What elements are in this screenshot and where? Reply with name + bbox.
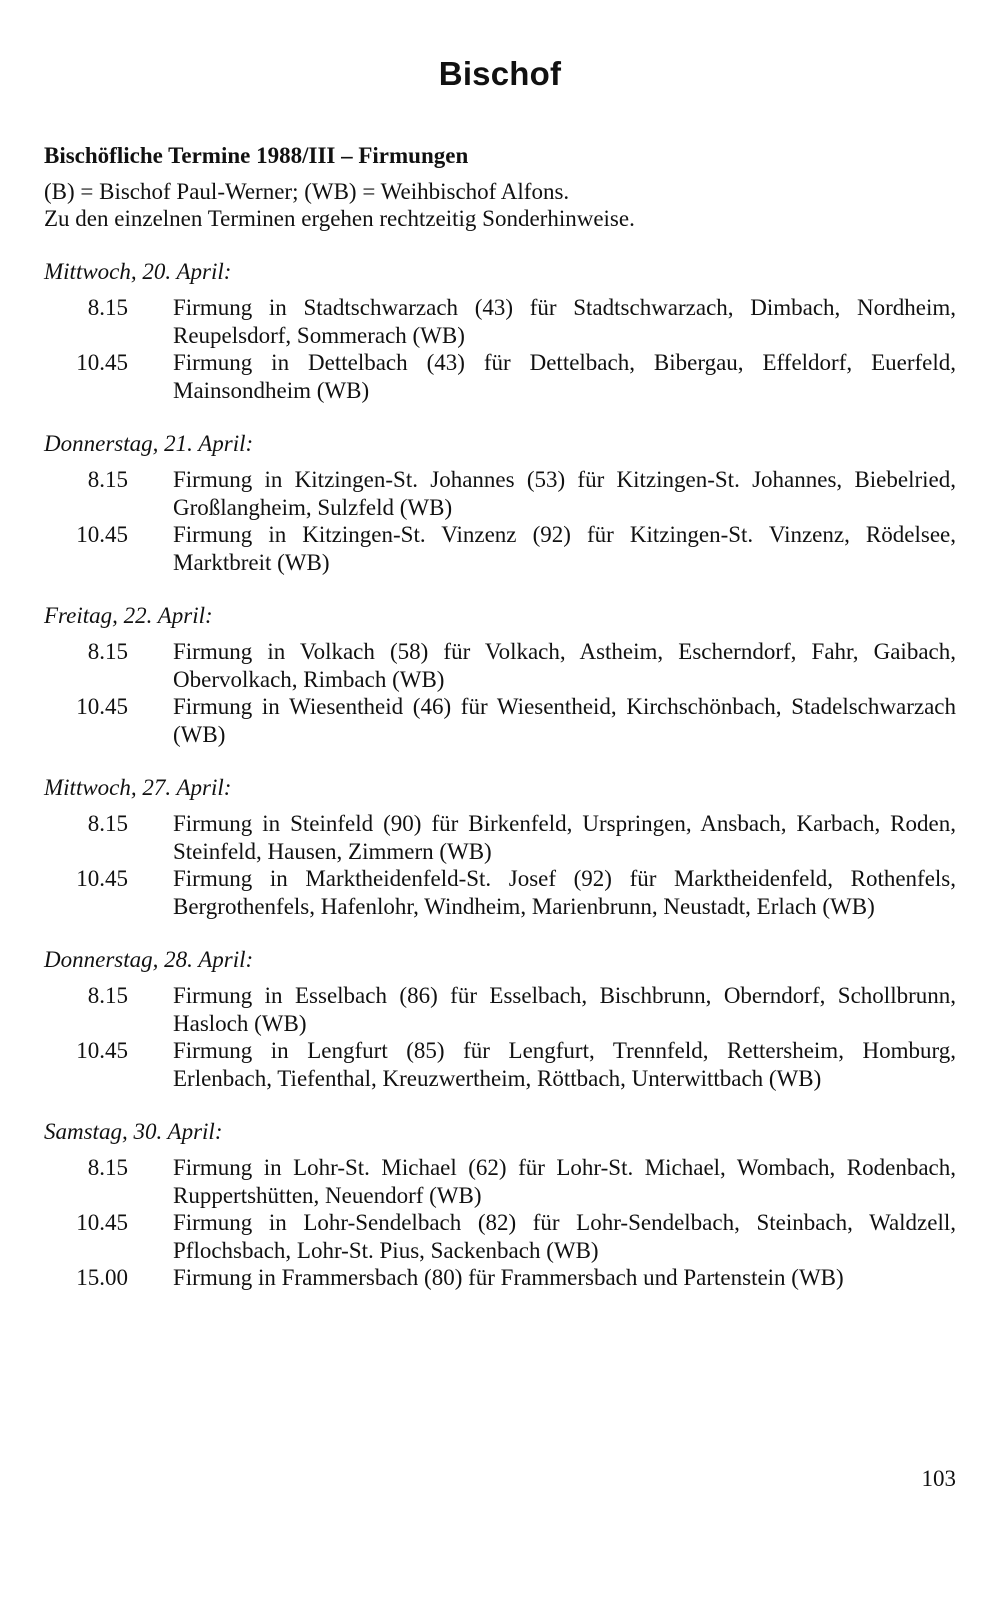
entry-description: Firmung in Lohr-St. Michael (62) für Lohr-St. Michael, Wombach, Rodenbach, Ruppertshütten, Neuendorf (WB) [173, 1155, 956, 1208]
entry-description: Firmung in Marktheidenfeld-St. Josef (92) für Marktheidenfeld, Rothenfels, Bergrothenfels, Hafenlohr, Windheim, Marienbrunn, Neustadt, Erlach (WB) [173, 866, 956, 919]
schedule-entry [44, 810, 956, 865]
entry-description: Firmung in Lohr-Sendelbach (82) für Lohr-Sendelbach, Steinbach, Waldzell, Pflochsbach, Lohr-St. Pius, Sackenbach (WB) [173, 1210, 956, 1263]
schedule-entry [44, 982, 956, 1037]
entry-description: Firmung in Kitzingen-St. Johannes (53) für Kitzingen-St. Johannes, Biebelried, Großlangheim, Sulzfeld (WB) [173, 467, 956, 520]
schedule-entry [44, 1037, 956, 1092]
entry-description: Firmung in Dettelbach (43) für Dettelbach, Bibergau, Effeldorf, Euerfeld, Mainsondheim (WB) [173, 350, 956, 403]
entry-time: 10.45 [76, 866, 128, 891]
entry-time: 10.45 [76, 350, 128, 375]
schedule-entry [44, 294, 956, 349]
page-title: Bischof [438, 55, 562, 92]
schedule-entry [44, 1209, 956, 1264]
section-subtitle: Bischöfliche Termine 1988/III – Firmungen [44, 143, 469, 168]
entry-time: 10.45 [76, 1038, 128, 1063]
schedule-entry [44, 1264, 956, 1292]
day-heading: Donnerstag, 21. April: [44, 431, 254, 456]
day-block [44, 430, 956, 576]
schedule-entry [44, 466, 956, 521]
entry-time: 10.45 [76, 1210, 128, 1235]
entry-description: Firmung in Volkach (58) für Volkach, Astheim, Escherndorf, Fahr, Gaibach, Obervolkach, Rimbach (WB) [173, 639, 956, 692]
schedule-entry [44, 865, 956, 920]
entry-time: 8.15 [87, 639, 128, 664]
entry-time: 8.15 [87, 295, 128, 320]
entry-description: Firmung in Frammersbach (80) für Frammersbach und Partenstein (WB) [173, 1265, 844, 1290]
entry-description: Firmung in Kitzingen-St. Vinzenz (92) für Kitzingen-St. Vinzenz, Rödelsee, Marktbreit (WB) [173, 522, 956, 575]
entry-description: Firmung in Stadtschwarzach (43) für Stadtschwarzach, Dimbach, Nordheim, Reupelsdorf, Sommerach (WB) [173, 295, 956, 348]
document-content [44, 142, 956, 1292]
day-block [44, 1118, 956, 1292]
schedule-entry [44, 693, 956, 748]
day-block [44, 946, 956, 1092]
entry-time: 8.15 [87, 811, 128, 836]
entry-description: Firmung in Lengfurt (85) für Lengfurt, Trennfeld, Rettersheim, Homburg, Erlenbach, Tiefenthal, Kreuzwertheim, Röttbach, Unterwittbach (WB) [173, 1038, 956, 1091]
intro-abbreviations: (B) = Bischof Paul-Werner; (WB) = Weihbischof Alfons. [44, 179, 570, 204]
day-block [44, 774, 956, 920]
entry-description: Firmung in Esselbach (86) für Esselbach, Bischbrunn, Oberndorf, Schollbrunn, Hasloch (WB) [173, 983, 956, 1036]
entry-description: Firmung in Steinfeld (90) für Birkenfeld, Urspringen, Ansbach, Karbach, Roden, Steinfeld, Hausen, Zimmern (WB) [173, 811, 956, 864]
schedule-entry [44, 349, 956, 404]
day-heading: Freitag, 22. April: [44, 603, 213, 628]
page-number: 103 [921, 1466, 956, 1491]
document-page [44, 0, 956, 1622]
schedule-entry [44, 521, 956, 576]
day-heading: Mittwoch, 27. April: [44, 775, 232, 800]
entry-time: 8.15 [87, 1155, 128, 1180]
day-heading: Donnerstag, 28. April: [44, 947, 254, 972]
schedule-entry [44, 1154, 956, 1209]
day-block [44, 258, 956, 404]
day-heading: Mittwoch, 20. April: [44, 259, 232, 284]
schedule-entry [44, 638, 956, 693]
entry-time: 15.00 [76, 1265, 128, 1290]
entry-time: 8.15 [87, 983, 128, 1008]
day-heading: Samstag, 30. April: [44, 1119, 223, 1144]
entry-time: 8.15 [87, 467, 128, 492]
entry-time: 10.45 [76, 694, 128, 719]
day-block [44, 602, 956, 748]
entry-time: 10.45 [76, 522, 128, 547]
entry-description: Firmung in Wiesentheid (46) für Wiesentheid, Kirchschönbach, Stadelschwarzach (WB) [173, 694, 956, 747]
intro-notice: Zu den einzelnen Terminen ergehen rechtzeitig Sonderhinweise. [44, 206, 635, 231]
